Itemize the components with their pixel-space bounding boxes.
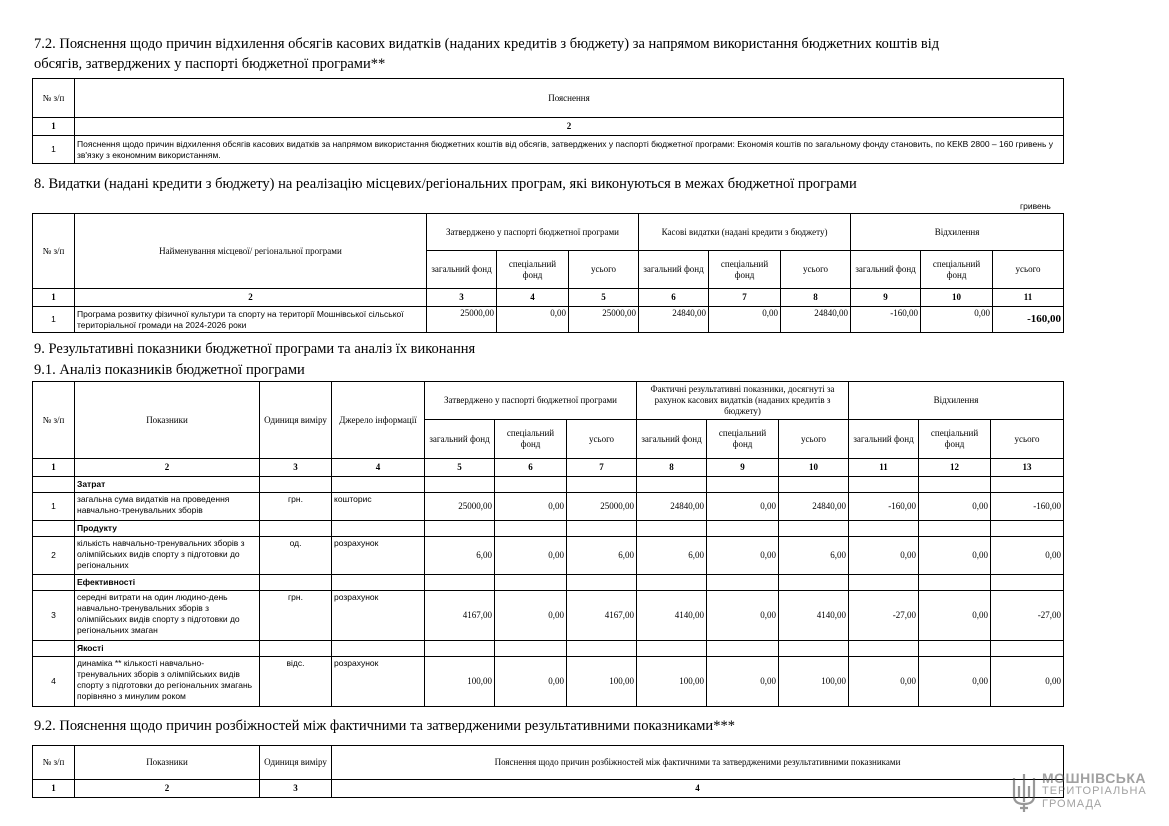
watermark-line1: МОШНІВСЬКА [1042,770,1147,786]
group-label: Продукту [75,521,260,537]
section-8-title: 8. Видатки (надані кредити з бюджету) на реалізацію місцевих/регіональних програм, які виконуються в межах бюджетної програми [34,176,857,192]
cell-value: 0,00 [497,307,569,333]
row-unit: од. [260,537,332,575]
col-explanation-header: Пояснення щодо причин розбіжностей між фактичними та затвердженими результативними показниками [332,746,1064,780]
section-72-title [34,34,939,74]
empty-cell [567,641,637,657]
cell-value: 100,00 [779,657,849,707]
col-indicator-header: Показники [75,382,260,459]
col-num-header: № з/п [33,382,75,459]
cell-value: -160,00 [851,307,921,333]
group-deviation-header: Відхилення [851,214,1064,251]
empty-cell [260,521,332,537]
empty-cell [332,477,425,493]
sub-general-header: загальний фонд [849,420,919,459]
empty-cell [567,477,637,493]
cell-value: 0,00 [921,307,993,333]
empty-cell [425,641,495,657]
empty-cell [849,477,919,493]
sub-special-header: спеціальний фонд [919,420,991,459]
empty-cell [495,521,567,537]
col-index: 7 [709,289,781,307]
cell-value: 0,00 [495,493,567,521]
empty-cell [332,575,425,591]
col-index: 3 [260,459,332,477]
sub-total-header: усього [991,420,1064,459]
col-index: 13 [991,459,1064,477]
row-program-name: Програма розвитку фізичної культури та спорту на території Мошнівської сільської територіальної громади на 2024-2026 роки [75,307,427,333]
cell-value: -27,00 [991,591,1064,641]
table-91 [32,381,1064,707]
col-index: 2 [75,118,1064,136]
empty-cell [849,575,919,591]
cell-value: 0,00 [709,307,781,333]
empty-cell [779,477,849,493]
empty-cell [919,641,991,657]
cell-value: 4140,00 [779,591,849,641]
cell-value: 24840,00 [781,307,851,333]
empty-cell [849,641,919,657]
empty-cell [991,641,1064,657]
col-index: 8 [637,459,707,477]
row-num: 1 [33,307,75,333]
cell-value: 0,00 [707,493,779,521]
empty-cell [849,521,919,537]
row-num: 1 [33,493,75,521]
empty-cell [260,477,332,493]
currency-unit: гривень [1020,201,1051,211]
cell-value: 6,00 [637,537,707,575]
col-index: 2 [75,780,260,798]
sub-special-header: спеціальний фонд [921,251,993,289]
cell-value: 0,00 [919,591,991,641]
empty-cell [567,575,637,591]
row-indicator: динаміка ** кількості навчально-тренувальних зборів з олімпійських видів спорту з підготовки до регіональних змагань порівняно з минулим роком [75,657,260,707]
section-91-title: 9.1. Аналіз показників бюджетної програми [34,362,305,378]
group-approved-header: Затверджено у паспорті бюджетної програми [425,382,637,420]
cell-value: 6,00 [425,537,495,575]
empty-cell [637,641,707,657]
sub-general-header: загальний фонд [427,251,497,289]
empty-cell [919,521,991,537]
empty-cell [33,521,75,537]
watermark-line2: ТЕРИТОРІАЛЬНА [1042,785,1147,797]
empty-cell [637,521,707,537]
cell-value: 25000,00 [569,307,639,333]
empty-cell [707,641,779,657]
table-72 [32,78,1064,164]
col-program-name-header: Найменування місцевої/ регіональної програми [75,214,427,289]
col-index: 1 [33,780,75,798]
group-label: Ефективності [75,575,260,591]
cell-value: 4167,00 [425,591,495,641]
empty-cell [991,575,1064,591]
group-approved-header: Затверджено у паспорті бюджетної програми [427,214,639,251]
sub-total-header: усього [567,420,637,459]
cell-value: 25000,00 [427,307,497,333]
col-unit-header: Одиниця виміру [260,382,332,459]
section-92-title: 9.2. Пояснення щодо причин розбіжностей між фактичними та затвердженими результативними показниками*** [34,718,735,734]
empty-cell [425,521,495,537]
col-num-header: № з/п [33,746,75,780]
cell-value: 100,00 [567,657,637,707]
cell-value: -160,00 [991,493,1064,521]
empty-cell [991,521,1064,537]
row-explanation: Пояснення щодо причин відхилення обсягів касових видатків за напрямом використання бюджетних коштів від обсягів, затверджених у паспорті бюджетної програми: Економія коштів по загальному фонду становить, по КЕКВ 2800 – 160 гривень у зв'язку з економним використанням. [75,136,1064,164]
empty-cell [707,521,779,537]
empty-cell [425,575,495,591]
cell-value: 0,00 [495,591,567,641]
col-unit-header: Одиниця виміру [260,746,332,780]
row-unit: відс. [260,657,332,707]
col-index: 4 [332,780,1064,798]
empty-cell [779,641,849,657]
col-index: 1 [33,459,75,477]
empty-cell [991,477,1064,493]
col-index: 10 [779,459,849,477]
sub-special-header: спеціальний фонд [497,251,569,289]
cell-value: 0,00 [495,657,567,707]
cell-value: 0,00 [707,537,779,575]
cell-value: 100,00 [425,657,495,707]
cell-value: 6,00 [567,537,637,575]
sub-total-header: усього [779,420,849,459]
sub-general-header: загальний фонд [851,251,921,289]
group-cash-header: Касові видатки (надані кредити з бюджету) [639,214,851,251]
col-index: 6 [495,459,567,477]
section-72-title-line1: 7.2. Пояснення щодо причин відхилення обсягів касових видатків (наданих кредитів з бюджету) за напрямом використання бюджетних коштів від [34,36,940,52]
empty-cell [33,477,75,493]
group-label: Якості [75,641,260,657]
sub-total-header: усього [569,251,639,289]
cell-value: 24840,00 [779,493,849,521]
col-index: 3 [427,289,497,307]
row-indicator: середні витрати на один людино-день навчально-тренувальних зборів з олімпійських видів спорту з підготовки до регіональних змаган [75,591,260,641]
col-index: 9 [851,289,921,307]
cell-value: 0,00 [707,591,779,641]
cell-value: 4140,00 [637,591,707,641]
col-indicator-header: Показники [75,746,260,780]
row-unit: грн. [260,591,332,641]
cell-value: 0,00 [991,657,1064,707]
empty-cell [260,641,332,657]
cell-value: 25000,00 [567,493,637,521]
cell-value: 24840,00 [637,493,707,521]
col-index: 2 [75,459,260,477]
row-num: 3 [33,591,75,641]
row-num: 1 [33,136,75,164]
empty-cell [33,575,75,591]
col-index: 9 [707,459,779,477]
sub-general-header: загальний фонд [637,420,707,459]
empty-cell [260,575,332,591]
col-index: 12 [919,459,991,477]
cell-value: 0,00 [495,537,567,575]
cell-value: 0,00 [991,537,1064,575]
empty-cell [637,575,707,591]
row-unit: грн. [260,493,332,521]
empty-cell [495,575,567,591]
cell-value: -160,00 [993,307,1064,333]
section-9-title: 9. Результативні показники бюджетної програми та аналіз їх виконання [34,341,476,357]
cell-value: 0,00 [707,657,779,707]
col-index: 1 [33,289,75,307]
col-index: 7 [567,459,637,477]
group-label: Затрат [75,477,260,493]
sub-special-header: спеціальний фонд [707,420,779,459]
cell-value: 0,00 [849,537,919,575]
col-index: 8 [781,289,851,307]
cell-value: 6,00 [779,537,849,575]
row-source: кошторис [332,493,425,521]
cell-value: 4167,00 [567,591,637,641]
empty-cell [637,477,707,493]
group-deviation-header: Відхилення [849,382,1064,420]
col-source-header: Джерело інформації [332,382,425,459]
col-index: 4 [497,289,569,307]
cell-value: 100,00 [637,657,707,707]
col-num-header: № з/п [33,214,75,289]
watermark-line3: ГРОМАДА [1042,798,1103,810]
row-source: розрахунок [332,657,425,707]
cell-value: -27,00 [849,591,919,641]
empty-cell [707,575,779,591]
col-index: 4 [332,459,425,477]
sub-special-header: спеціальний фонд [495,420,567,459]
col-index: 11 [993,289,1064,307]
col-index: 2 [75,289,427,307]
sub-total-header: усього [993,251,1064,289]
empty-cell [495,641,567,657]
trident-icon [1010,772,1038,814]
col-index: 3 [260,780,332,798]
sub-total-header: усього [781,251,851,289]
sub-special-header: спеціальний фонд [709,251,781,289]
section-72-title-line2: обсягів, затверджених у паспорті бюджетної програми** [34,56,386,72]
row-indicator: кількість навчально-тренувальних зборів з олімпійських видів спорту з підготовки до регіональних [75,537,260,575]
sub-general-header: загальний фонд [425,420,495,459]
col-num-header: № з/п [33,79,75,118]
empty-cell [567,521,637,537]
cell-value: 25000,00 [425,493,495,521]
row-source: розрахунок [332,537,425,575]
empty-cell [707,477,779,493]
group-actual-header: Фактичні результативні показники, досягнуті за рахунок касових видатків (наданих кредитів з бюджету) [637,382,849,420]
empty-cell [919,575,991,591]
table-8 [32,213,1064,333]
empty-cell [332,641,425,657]
table-92 [32,745,1064,798]
col-index: 5 [425,459,495,477]
cell-value: 0,00 [849,657,919,707]
cell-value: 0,00 [919,493,991,521]
empty-cell [495,477,567,493]
cell-value: 0,00 [919,657,991,707]
empty-cell [33,641,75,657]
col-explanation-header: Пояснення [75,79,1064,118]
empty-cell [919,477,991,493]
empty-cell [779,575,849,591]
row-source: розрахунок [332,591,425,641]
empty-cell [332,521,425,537]
empty-cell [779,521,849,537]
community-watermark [1010,772,1160,817]
row-num: 4 [33,657,75,707]
cell-value: -160,00 [849,493,919,521]
col-index: 10 [921,289,993,307]
empty-cell [425,477,495,493]
cell-value: 0,00 [919,537,991,575]
col-index: 6 [639,289,709,307]
col-index: 1 [33,118,75,136]
sub-general-header: загальний фонд [639,251,709,289]
row-num: 2 [33,537,75,575]
cell-value: 24840,00 [639,307,709,333]
col-index: 5 [569,289,639,307]
col-index: 11 [849,459,919,477]
row-indicator: загальна сума видатків на проведення навчально-тренувальних зборів [75,493,260,521]
